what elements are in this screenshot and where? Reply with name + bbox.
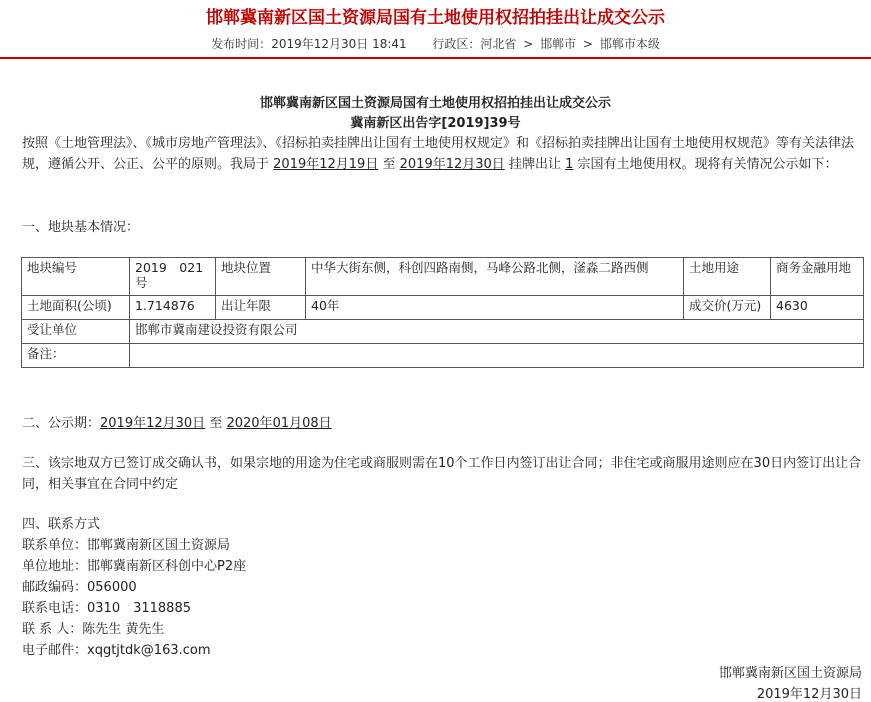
price-value: 4630: [771, 296, 864, 320]
breadcrumb-separator: >: [582, 37, 593, 51]
use-value: 商务金融用地: [771, 258, 864, 296]
breadcrumb-city[interactable]: 邯郸市: [540, 37, 577, 51]
document-number: 冀南新区出告字[2019]39号: [350, 116, 521, 131]
listing-start-date: 2019年12月19日: [273, 157, 379, 172]
region-label: 行政区：: [432, 37, 481, 51]
buyer-value: 邯郸市冀南建设投资有限公司: [130, 320, 864, 344]
header-divider: [0, 57, 871, 59]
contact-line: 联系单位：邯郸冀南新区国土资源局: [22, 538, 231, 553]
publish-time: 2019年12月30日 18:41: [271, 37, 407, 51]
price-label: 成交价(万元): [684, 296, 771, 320]
parcel-no-label: 地块编号: [22, 258, 130, 296]
location-value: 中华大街东侧，科创四路南侧，马峰公路北侧，滏淼二路西侧: [306, 258, 684, 296]
section-3: 三、该宗地双方已签订成交确认书，如果宗地的用途为住宅或商服则需在10个工作日内签订出让合同；非住宅或商服用途则应在30日内签订出让合同，相关事宜在合同中约定: [22, 456, 862, 492]
contact-line: 邮政编码：056000: [22, 580, 137, 595]
section-2: 二、公示期：2019年12月30日 至 2020年01月08日: [22, 416, 332, 431]
term-label: 出让年限: [216, 296, 306, 320]
parcel-no-value: 2019 021号: [130, 258, 216, 296]
breadcrumb-district[interactable]: 邯郸市本级: [599, 37, 660, 51]
remark-label: 备注：: [22, 344, 130, 368]
page-title: 邯郸冀南新区国土资源局国有土地使用权招拍挂出让成交公示: [206, 8, 665, 28]
area-label: 土地面积(公顷): [22, 296, 130, 320]
breadcrumb-separator: >: [523, 37, 534, 51]
contact-line: 单位地址：邯郸冀南新区科创中心P2座: [22, 559, 247, 574]
document-title: 邯郸冀南新区国土资源局国有土地使用权招拍挂出让成交公示: [259, 96, 611, 111]
land-info-table: [21, 257, 864, 368]
table-row: [22, 320, 864, 344]
use-label: 土地用途: [684, 258, 771, 296]
publish-label: 发布时间：: [211, 37, 272, 51]
breadcrumb-province[interactable]: 河北省: [480, 37, 517, 51]
signature-org: 邯郸冀南新区国土资源局: [718, 666, 862, 681]
contact-line: 联 系 人：陈先生 黄先生: [22, 622, 165, 637]
section-1-title: 一、地块基本情况：: [22, 220, 140, 235]
location-label: 地块位置: [216, 258, 306, 296]
table-row: [22, 296, 864, 320]
area-value: 1.714876: [130, 296, 216, 320]
notice-end-date: 2020年01月08日: [226, 416, 332, 431]
table-row: [22, 258, 864, 296]
notice-start-date: 2019年12月30日: [100, 416, 206, 431]
contact-line: 电子邮件：xqgtjtdk@163.com: [22, 643, 211, 658]
remark-value: [130, 344, 864, 368]
signature-date: 2019年12月30日: [756, 687, 862, 702]
publish-meta: [0, 35, 871, 52]
contact-line: 联系电话：0310 3118885: [22, 601, 191, 616]
email-link[interactable]: xqgtjtdk@163.com: [87, 643, 211, 658]
term-value: 40年: [306, 296, 684, 320]
buyer-label: 受让单位: [22, 320, 130, 344]
parcel-count: 1: [565, 157, 574, 172]
table-row: [22, 344, 864, 368]
section-4-title: 四、联系方式: [22, 517, 101, 532]
intro-paragraph: 按照《土地管理法》、《城市房地产管理法》、《招标拍卖挂牌出让国有土地使用权规定》和《招标拍卖挂牌出让国有土地使用权规范》等有关法律法规，遵循公开、公正、公平的原则。我局于 2019年12月19日 至 2019年12月30日 挂牌出让 1 宗国有土地使用权。现将有关情况公示如下：: [22, 136, 855, 172]
listing-end-date: 2019年12月30日: [399, 157, 505, 172]
